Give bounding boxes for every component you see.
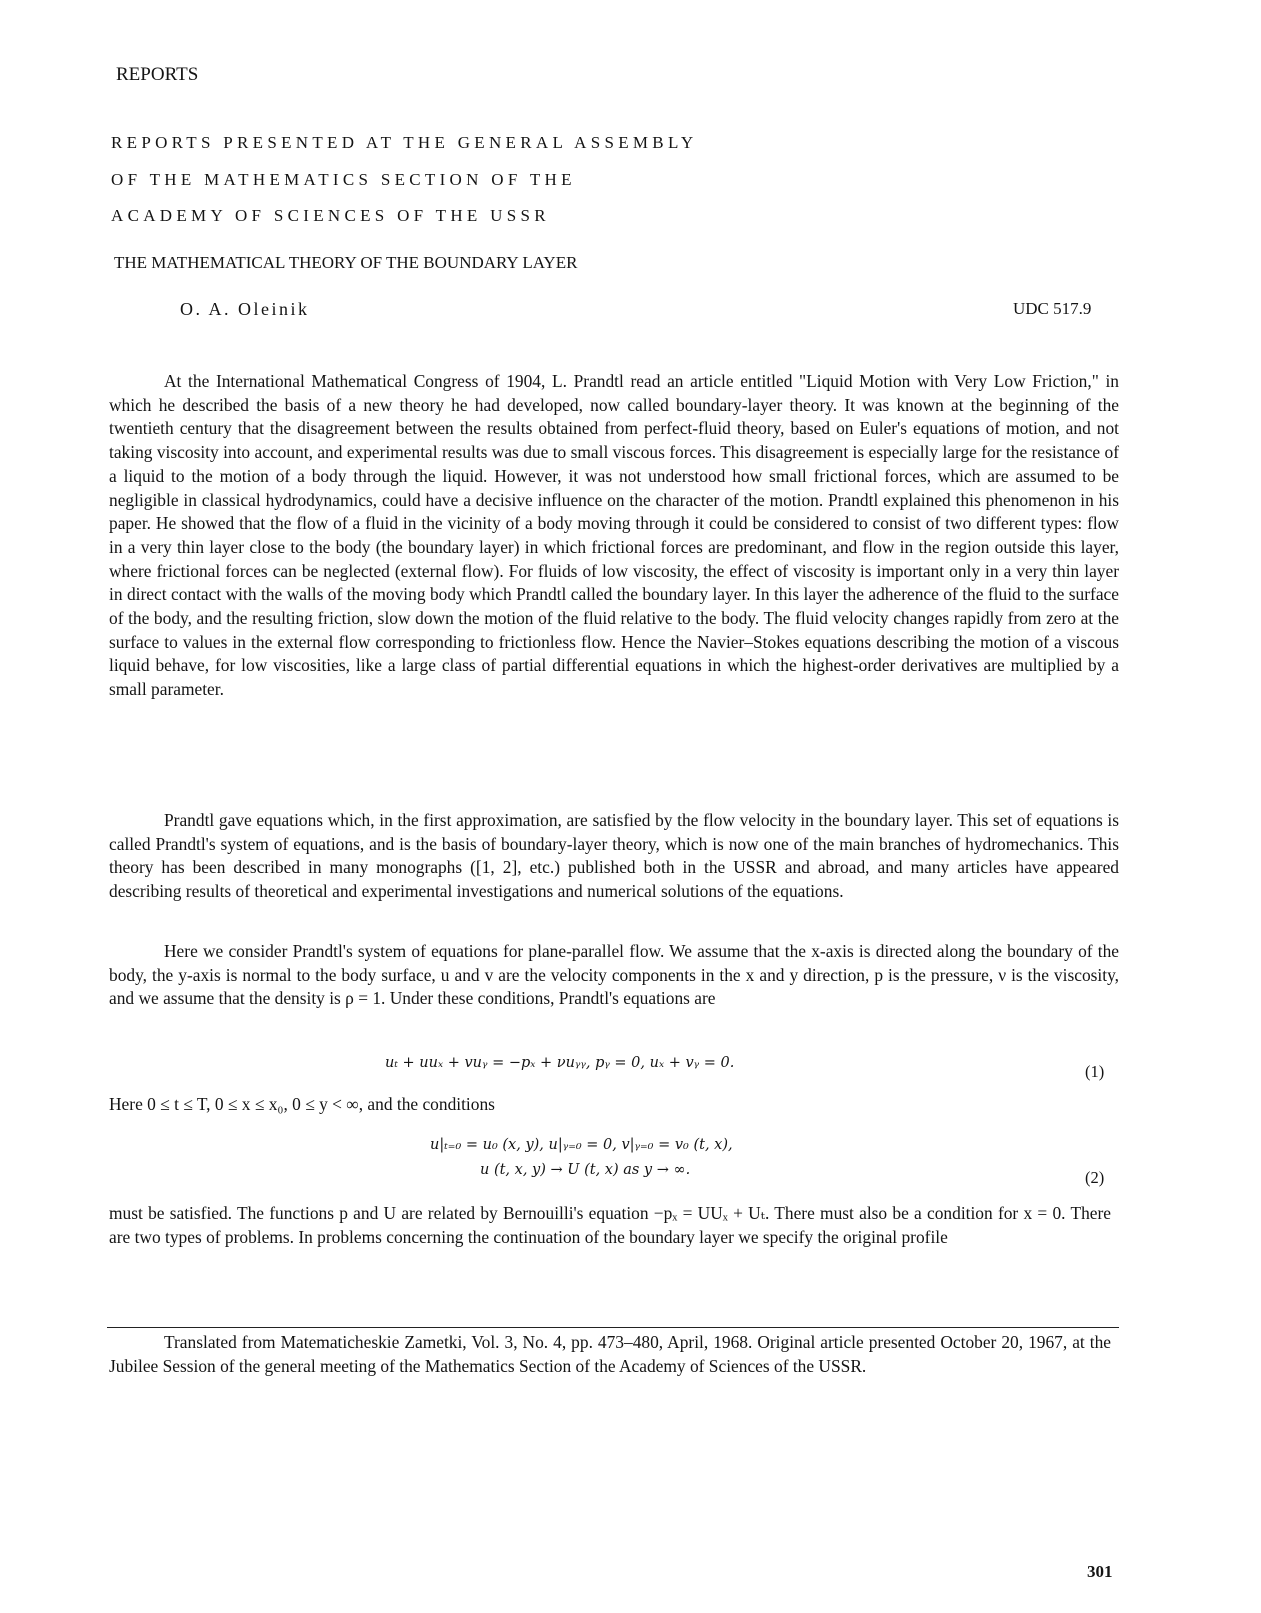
equation-1-number: (1) [1085, 1062, 1105, 1081]
paragraph-4: must be satisfied. The functions p and U are related by Bernouilli's equation −pₓ = UUₓ + Uₜ. There must also be a condition for x = 0. There are two types of problems. In problems concerning the continuation of the boundary layer we specify the original profile [109, 1203, 1111, 1247]
equation-1: uₜ + uuₓ + vuᵧ = −pₓ + νuᵧᵧ, pᵧ = 0, uₓ + vᵧ = 0. [385, 1055, 735, 1071]
heading-line-1: REPORTS PRESENTED AT THE GENERAL ASSEMBLY [111, 133, 698, 152]
paragraph-1-text: At the International Mathematical Congress of 1904, L. Prandtl read an article entitled "Liquid Motion with Very Low Friction," in which he described the basis of a new theory he had developed, now called boundary-layer theory. It was known at the beginning of the twentieth century that the disagreement between the results obtained from perfect-fluid theory, based on Euler's equations of motion, and not taking viscosity into account, and experimental results was due to small viscous forces. This disagreement is especially large for the resistance of a liquid to the motion of a body through the liquid. However, it was not understood how small frictional forces, which are assumed to be negligible in classical hydrodynamics, could have a decisive influence on the character of the motion. Prandtl explained this phenomenon in his paper. He showed that the flow of a fluid in the vicinity of a body moving through it could be considered to consist of two different types: flow in a very thin layer close to the body (the boundary layer) in which frictional forces are predominant, and flow in the region outside this layer, where frictional forces can be neglected (external flow). For fluids of low viscosity, the effect of viscosity is important only in a very thin layer in direct contact with the walls of the moving body which Prandtl called the boundary layer. In this layer the adherence of the fluid to the surface of the body, and the resulting friction, slow down the motion of the fluid relative to the body. The fluid velocity changes rapidly from zero at the surface to values in the external flow corresponding to frictionless flow. Hence the Navier–Stokes equations describing the motion of a viscous liquid behave, for low viscosities, like a large class of partial differential equations in which the highest-order derivatives are multiplied by a small parameter. [109, 371, 1119, 700]
footnote [109, 1331, 1111, 1378]
paragraph-3 [109, 940, 1119, 1011]
heading-line-3: ACADEMY OF SCIENCES OF THE USSR [111, 206, 550, 225]
udc-code: UDC 517.9 [1013, 299, 1092, 318]
page-number: 301 [1087, 1562, 1113, 1581]
section-label: REPORTS [116, 64, 199, 85]
footnote-text: Translated from Matematicheskie Zametki, Vol. 3, No. 4, pp. 473–480, April, 1968. Original article presented October 20, 1967, at the Jubilee Session of the general meeting of the Mathematics Section of the Academy of Sciences of the USSR. [109, 1332, 1111, 1376]
paragraph-3-text: Here we consider Prandtl's system of equations for plane-parallel flow. We assume that the x-axis is directed along the boundary of the body, the y-axis is normal to the body surface, u and v are the velocity components in the x and y direction, p is the pressure, ν is the viscosity, and we assume that the density is ρ = 1. Under these conditions, Prandtl's equations are [109, 941, 1119, 1009]
paragraph-2 [109, 809, 1119, 904]
paragraph-1 [109, 370, 1119, 702]
author-name: O. A. Oleinik [180, 299, 310, 319]
paragraph-2-text: Prandtl gave equations which, in the first approximation, are satisfied by the flow velocity in the boundary layer. This set of equations is called Prandtl's system of equations, and is the basis of boundary-layer theory, which is now one of the main branches of hydromechanics. This theory has been described in many monographs ([1, 2], etc.) published both in the USSR and abroad, and many articles have appeared describing results of theoretical and experimental investigations and numerical solutions of the equations. [109, 810, 1119, 902]
conditions-line: Here 0 ≤ t ≤ T, 0 ≤ x ≤ x₀, 0 ≤ y < ∞, and the conditions [109, 1094, 495, 1114]
article-title: THE MATHEMATICAL THEORY OF THE BOUNDARY LAYER [114, 253, 578, 272]
equation-2-line-2: u (t, x, y) → U (t, x) as y → ∞. [480, 1162, 691, 1178]
footnote-divider [107, 1327, 1119, 1328]
equation-2-number: (2) [1085, 1168, 1105, 1187]
heading-line-2: OF THE MATHEMATICS SECTION OF THE [111, 170, 576, 189]
equation-2-line-1: u|ₜ₌₀ = u₀ (x, y), u|ᵧ₌₀ = 0, v|ᵧ₌₀ = v₀ (t, x), [430, 1137, 733, 1153]
